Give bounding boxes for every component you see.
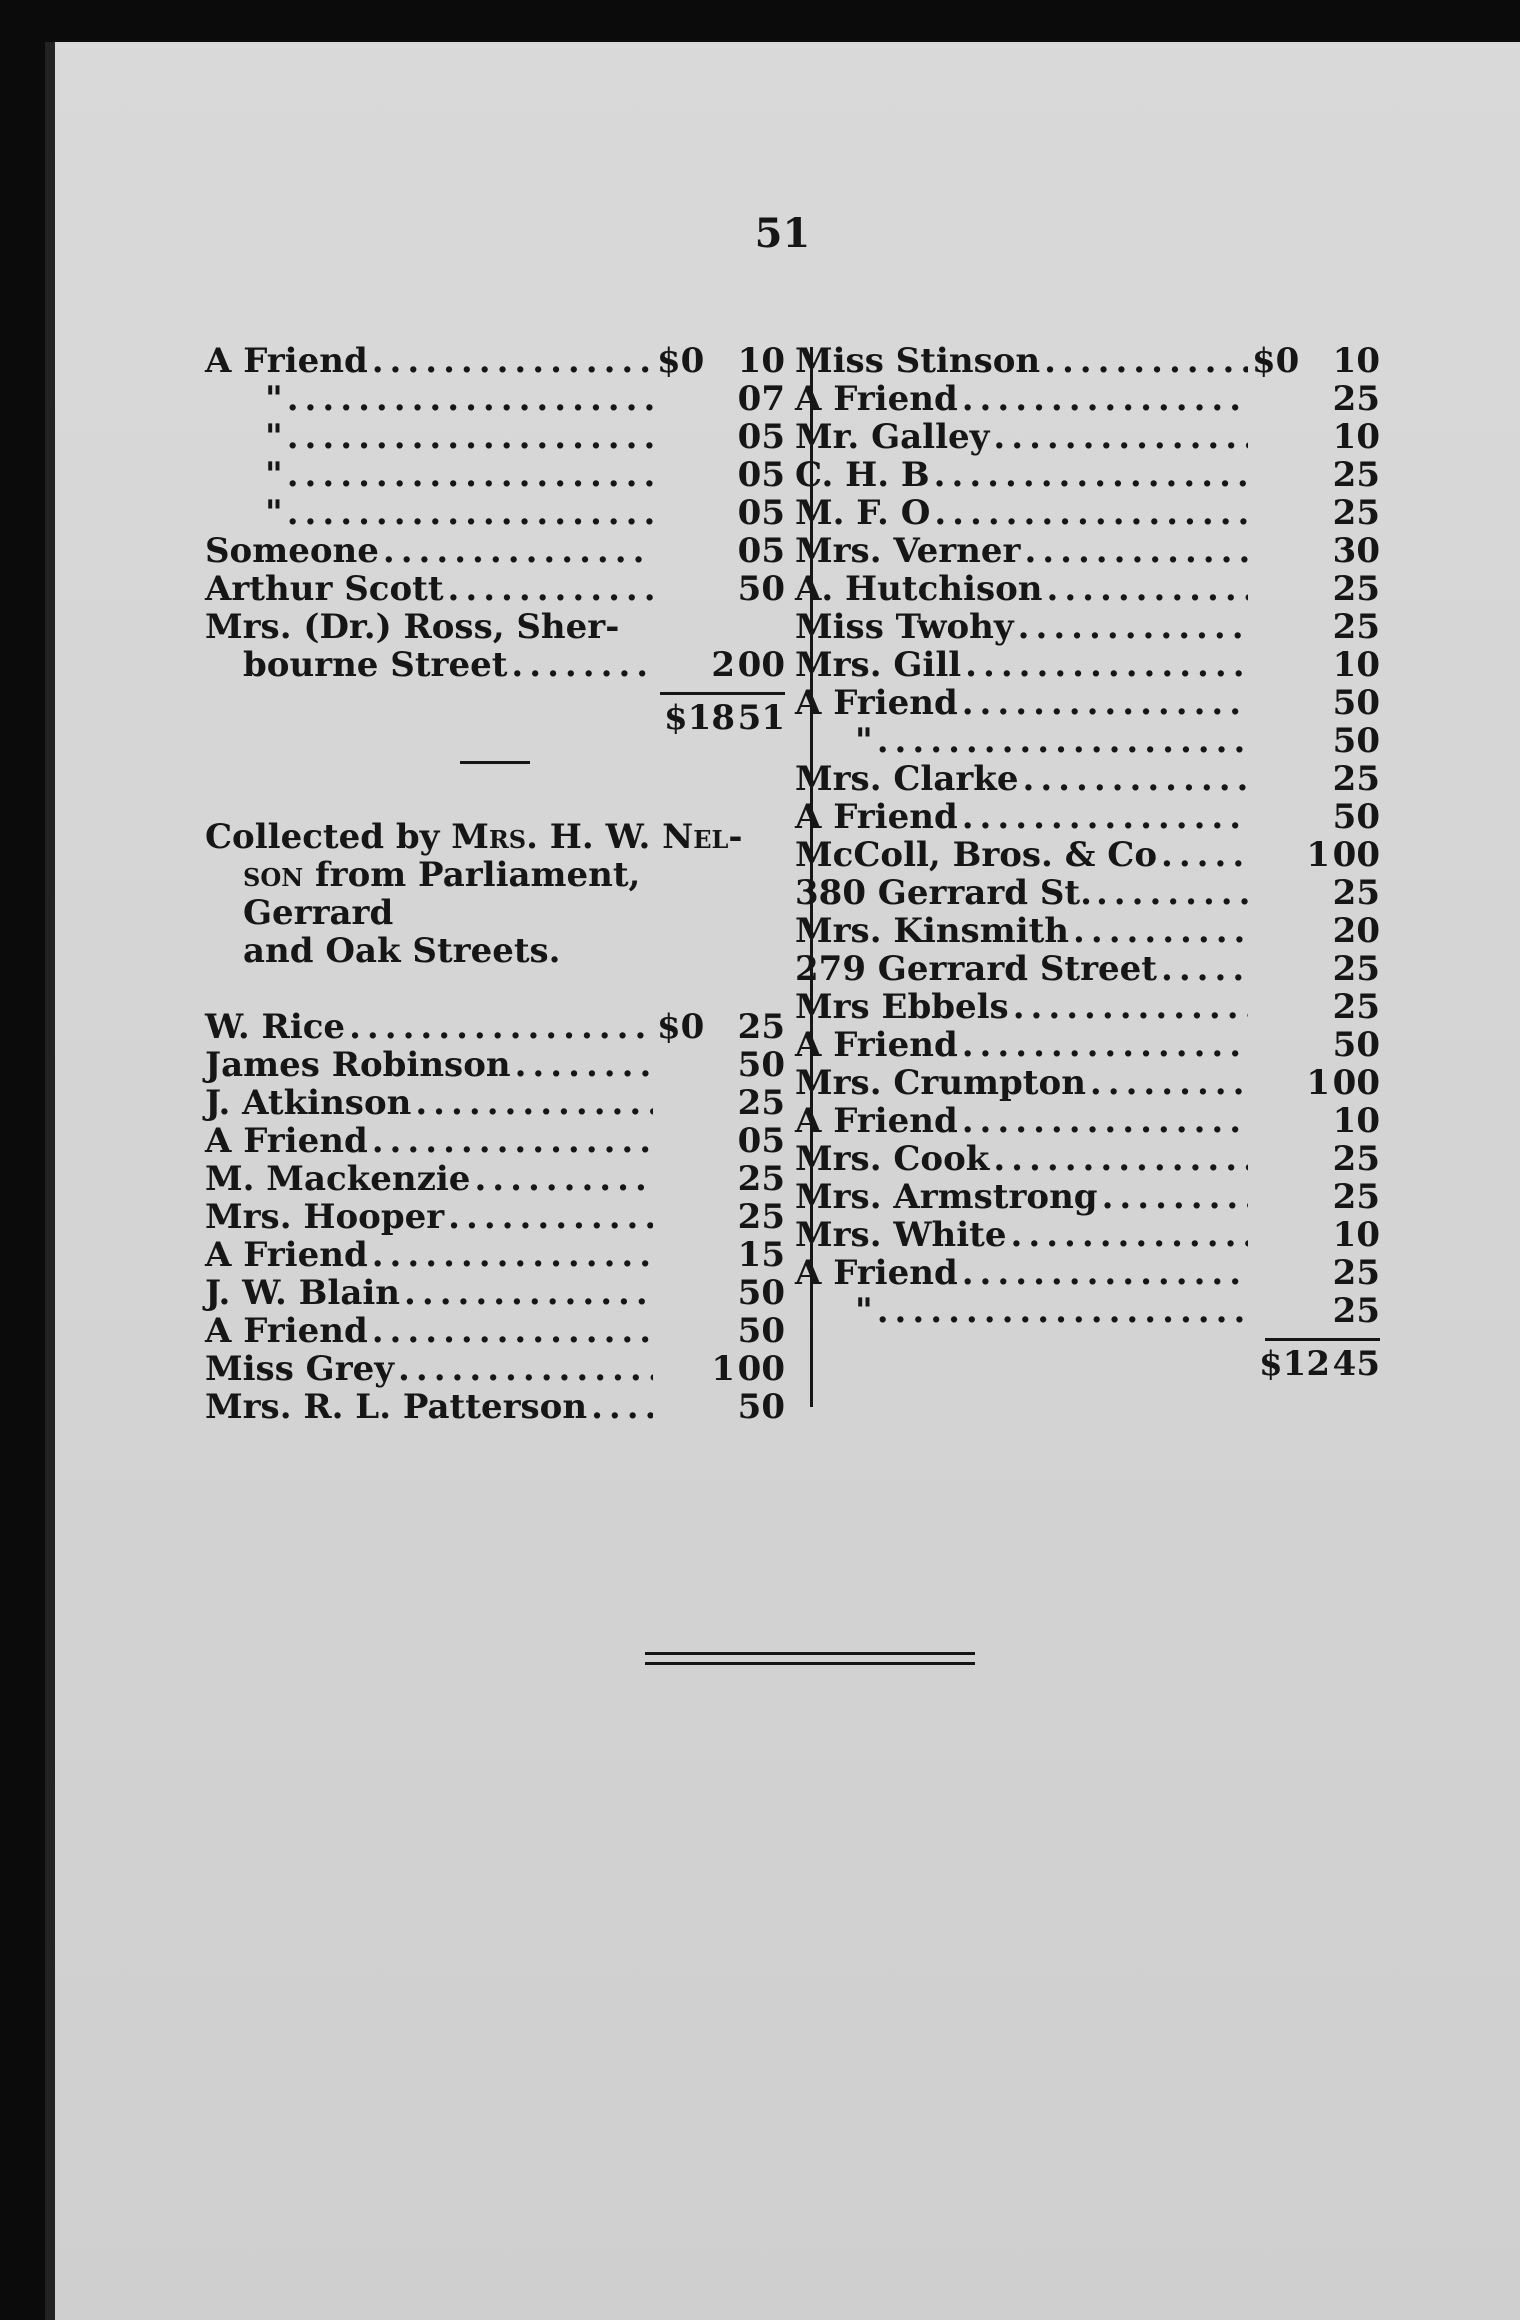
document-page: [45, 42, 1520, 2320]
entry-name: Mrs Ebbels: [795, 987, 1009, 1027]
entry-cents: 50: [737, 1273, 785, 1313]
entry-cents: 25: [1332, 759, 1380, 799]
leader-dots: [1013, 988, 1248, 1026]
entry-name: ": [855, 1291, 873, 1331]
right-entries-list: [795, 342, 1380, 1330]
left-entries-list: [205, 342, 785, 608]
entry-name: A Friend: [795, 1025, 958, 1065]
end-rule: [645, 1652, 975, 1655]
list-item: [795, 1254, 1380, 1292]
list-item: [795, 988, 1380, 1026]
leader-dots: [962, 1102, 1248, 1140]
entry-cents: 30: [1332, 531, 1380, 571]
leader-dots: [1046, 570, 1248, 608]
entry-name: McColl, Bros. & Co: [795, 835, 1157, 875]
leader-dots: [515, 1046, 653, 1084]
leader-dots: [448, 1198, 653, 1236]
list-item: [795, 1026, 1380, 1064]
leader-dots: [1018, 608, 1248, 646]
list-item: [795, 874, 1380, 912]
entry-name: M. F. O: [795, 493, 931, 533]
entry-dollars: 1: [711, 1349, 735, 1389]
list-item: [205, 646, 785, 684]
entry-cents: 25: [1332, 987, 1380, 1027]
leader-dots: [404, 1274, 653, 1312]
collection-heading: Collected by Mrs. H. W. Nel- son from Parliament, Gerrard and Oak Streets.: [205, 817, 743, 971]
leader-dots: [965, 646, 1248, 684]
entry-cents: 05: [737, 531, 785, 571]
leader-dots: [1090, 1064, 1248, 1102]
leader-dots: [934, 456, 1248, 494]
list-item: [795, 1178, 1380, 1216]
entry-name: A Friend: [795, 379, 958, 419]
entry-name: A Friend: [795, 1253, 958, 1293]
end-rule: [645, 1662, 975, 1665]
entry-cents: 00: [1332, 835, 1380, 875]
entry-name: bourne Street: [243, 645, 508, 685]
entry-cents: 25: [737, 1007, 785, 1047]
entry-name: A. Hutchison: [795, 569, 1043, 609]
entry-name: A Friend: [205, 1235, 368, 1275]
list-item: [795, 608, 1380, 646]
entry-cents: 05: [737, 1121, 785, 1161]
entry-name: J. Atkinson: [205, 1083, 412, 1123]
entry-cents: 10: [737, 341, 785, 381]
list-item: [795, 760, 1380, 798]
entry-cents: 05: [737, 455, 785, 495]
list-item: [205, 1160, 785, 1198]
entry-cents: 50: [1332, 683, 1380, 723]
entry-name: A Friend: [205, 341, 368, 381]
leader-dots: [962, 798, 1248, 836]
leader-dots: [1022, 760, 1248, 798]
list-item: [205, 1236, 785, 1274]
entry-cents: 25: [1332, 1291, 1380, 1331]
leader-dots: [372, 1122, 653, 1160]
list-item: [205, 456, 785, 494]
leader-dots: [993, 418, 1248, 456]
leader-dots: [287, 456, 653, 494]
entry-dollar-sign: $0: [657, 341, 705, 381]
entry-name: A Friend: [205, 1311, 368, 1351]
entry-name: Mrs. Clarke: [795, 759, 1019, 799]
entry-name: Mrs. Kinsmith: [795, 911, 1070, 951]
leader-dots: [448, 570, 653, 608]
leader-dots: [287, 380, 653, 418]
list-item: [795, 380, 1380, 418]
entry-cents: 10: [1332, 417, 1380, 457]
list-item: [795, 418, 1380, 456]
entry-cents: 10: [1332, 645, 1380, 685]
entry-name: Mrs. Gill: [795, 645, 962, 685]
list-item: [205, 380, 785, 418]
entry-cents: 50: [737, 569, 785, 609]
entry-name: ": [265, 417, 283, 457]
leader-dots: [591, 1388, 653, 1426]
list-item: [795, 494, 1380, 532]
list-item: [795, 950, 1380, 988]
leader-dots: [934, 494, 1248, 532]
entry-cents: 25: [1332, 569, 1380, 609]
entry-name: Mrs. Crumpton: [795, 1063, 1086, 1103]
leader-dots: [398, 1350, 653, 1388]
entry-name: A Friend: [205, 1121, 368, 1161]
leader-dots: [1044, 342, 1248, 380]
page-number: 51: [754, 210, 811, 257]
list-item: [205, 1198, 785, 1236]
list-item: [205, 1084, 785, 1122]
entry-name: J. W. Blain: [205, 1273, 401, 1313]
leader-dots: [1161, 950, 1248, 988]
list-item: [795, 1292, 1380, 1330]
entry-name: Mrs. White: [795, 1215, 1007, 1255]
entry-name: Miss Stinson: [795, 341, 1041, 381]
list-item: [205, 1312, 785, 1350]
entry-name: Mrs. R. L. Patterson: [205, 1387, 588, 1427]
entry-cents: 50: [1332, 721, 1380, 761]
leader-dots: [383, 532, 653, 570]
entry-cents: 05: [737, 417, 785, 457]
entry-dollar-sign: $0: [1252, 341, 1300, 381]
entry-name: Mrs. Hooper: [205, 1197, 445, 1237]
total-cents: 51: [737, 698, 785, 738]
leader-dots: [962, 1026, 1248, 1064]
left-column: [205, 342, 785, 1426]
entry-name: Mrs. Armstrong: [795, 1177, 1098, 1217]
total-rule: [660, 692, 785, 695]
entry-dollars: 1: [1306, 1063, 1330, 1103]
list-item: [205, 1350, 785, 1388]
list-item: [205, 342, 785, 380]
entry-cents: 20: [1332, 911, 1380, 951]
leader-dots: [415, 1084, 653, 1122]
list-item: [205, 494, 785, 532]
entry-name: Mrs. Cook: [795, 1139, 990, 1179]
list-item: [795, 342, 1380, 380]
entry-cents: 05: [737, 493, 785, 533]
entry-name: M. Mackenzie: [205, 1159, 471, 1199]
total-dollars: $12: [1259, 1344, 1330, 1384]
entry-cents: 50: [1332, 1025, 1380, 1065]
leader-dots: [1073, 912, 1248, 950]
entry-name: Mrs. (Dr.) Ross, Sher-: [205, 607, 620, 647]
list-item: [795, 1102, 1380, 1140]
leader-dots: [349, 1008, 653, 1046]
list-item: [205, 1274, 785, 1312]
list-item: [795, 684, 1380, 722]
list-item: [795, 456, 1380, 494]
list-item: [205, 418, 785, 456]
entry-cents: 00: [737, 645, 785, 685]
total-dollars: $18: [664, 698, 735, 738]
list-item: [795, 1064, 1380, 1102]
leader-dots: [372, 342, 653, 380]
entry-name: Someone: [205, 531, 379, 571]
entry-dollar-sign: $0: [657, 1007, 705, 1047]
entry-name: C. H. B: [795, 455, 930, 495]
entry-name: Mr. Galley: [795, 417, 990, 457]
leader-dots: [1096, 874, 1248, 912]
entry-cents: 50: [737, 1311, 785, 1351]
entry-cents: 25: [1332, 455, 1380, 495]
list-item: [795, 798, 1380, 836]
entry-dollars: 1: [1306, 835, 1330, 875]
entry-cents: 25: [1332, 949, 1380, 989]
entry-cents: 50: [737, 1045, 785, 1085]
page-binding-edge: [45, 42, 55, 2320]
list-item: [205, 1008, 785, 1046]
entry-cents: 25: [1332, 1253, 1380, 1293]
leader-dots: [474, 1160, 653, 1198]
entry-cents: 10: [1332, 1215, 1380, 1255]
entry-name: Mrs. Verner: [795, 531, 1021, 571]
entry-dollars: 2: [711, 645, 735, 685]
leader-dots: [877, 722, 1248, 760]
list-item: [795, 570, 1380, 608]
entry-name: ": [855, 721, 873, 761]
entry-cents: 50: [737, 1387, 785, 1427]
entry-name: A Friend: [795, 1101, 958, 1141]
list-item: [795, 836, 1380, 874]
list-item: [795, 646, 1380, 684]
leader-dots: [993, 1140, 1248, 1178]
leader-dots: [1011, 1216, 1248, 1254]
list-item: [205, 570, 785, 608]
total-rule: [1265, 1338, 1380, 1341]
leader-dots: [287, 494, 653, 532]
entry-name: A Friend: [795, 683, 958, 723]
right-column: [795, 342, 1380, 1387]
entry-name: Miss Grey: [205, 1349, 395, 1389]
list-item: [205, 532, 785, 570]
total-cents: 45: [1332, 1344, 1380, 1384]
left-entries-list-2: [205, 1008, 785, 1426]
list-item: [205, 1122, 785, 1160]
leader-dots: [372, 1312, 653, 1350]
section-rule: [460, 761, 530, 764]
entry-cents: 10: [1332, 341, 1380, 381]
entry-cents: 10: [1332, 1101, 1380, 1141]
list-item: [205, 1388, 785, 1426]
list-item: [795, 1216, 1380, 1254]
entry-cents: 25: [737, 1083, 785, 1123]
entry-cents: 07: [737, 379, 785, 419]
entry-name: Arthur Scott: [205, 569, 444, 609]
list-item: [795, 912, 1380, 950]
entry-name: ": [265, 493, 283, 533]
entry-name: ": [265, 379, 283, 419]
entry-cents: 00: [1332, 1063, 1380, 1103]
leader-dots: [877, 1292, 1248, 1330]
leader-dots: [962, 684, 1248, 722]
leader-dots: [962, 1254, 1248, 1292]
list-item: [795, 532, 1380, 570]
entry-name: 380 Gerrard St.: [795, 873, 1092, 913]
entry-cents: 25: [1332, 379, 1380, 419]
entry-cents: 25: [1332, 1139, 1380, 1179]
entry-cents: 25: [1332, 873, 1380, 913]
entry-cents: 25: [737, 1197, 785, 1237]
entry-name: A Friend: [795, 797, 958, 837]
entry-cents: 50: [1332, 797, 1380, 837]
leader-dots: [1024, 532, 1248, 570]
entry-cents: 25: [737, 1159, 785, 1199]
leader-dots: [287, 418, 653, 456]
entry-cents: 25: [1332, 1177, 1380, 1217]
right-total: [795, 1345, 1380, 1387]
entry-name: ": [265, 455, 283, 495]
leader-dots: [1161, 836, 1248, 874]
entry-name: Miss Twohy: [795, 607, 1014, 647]
leader-dots: [511, 646, 653, 684]
left-total: [205, 699, 785, 741]
leader-dots: [1102, 1178, 1248, 1216]
list-item: [795, 722, 1380, 760]
list-item: [205, 1046, 785, 1084]
entry-name: 279 Gerrard Street: [795, 949, 1157, 989]
entry-name: James Robinson: [205, 1045, 511, 1085]
entry-cents: 00: [737, 1349, 785, 1389]
list-item: [205, 608, 785, 646]
leader-dots: [372, 1236, 653, 1274]
entry-name: W. Rice: [205, 1007, 346, 1047]
entry-cents: 15: [737, 1235, 785, 1275]
entry-cents: 25: [1332, 493, 1380, 533]
leader-dots: [962, 380, 1248, 418]
list-item: [795, 1140, 1380, 1178]
entry-cents: 25: [1332, 607, 1380, 647]
